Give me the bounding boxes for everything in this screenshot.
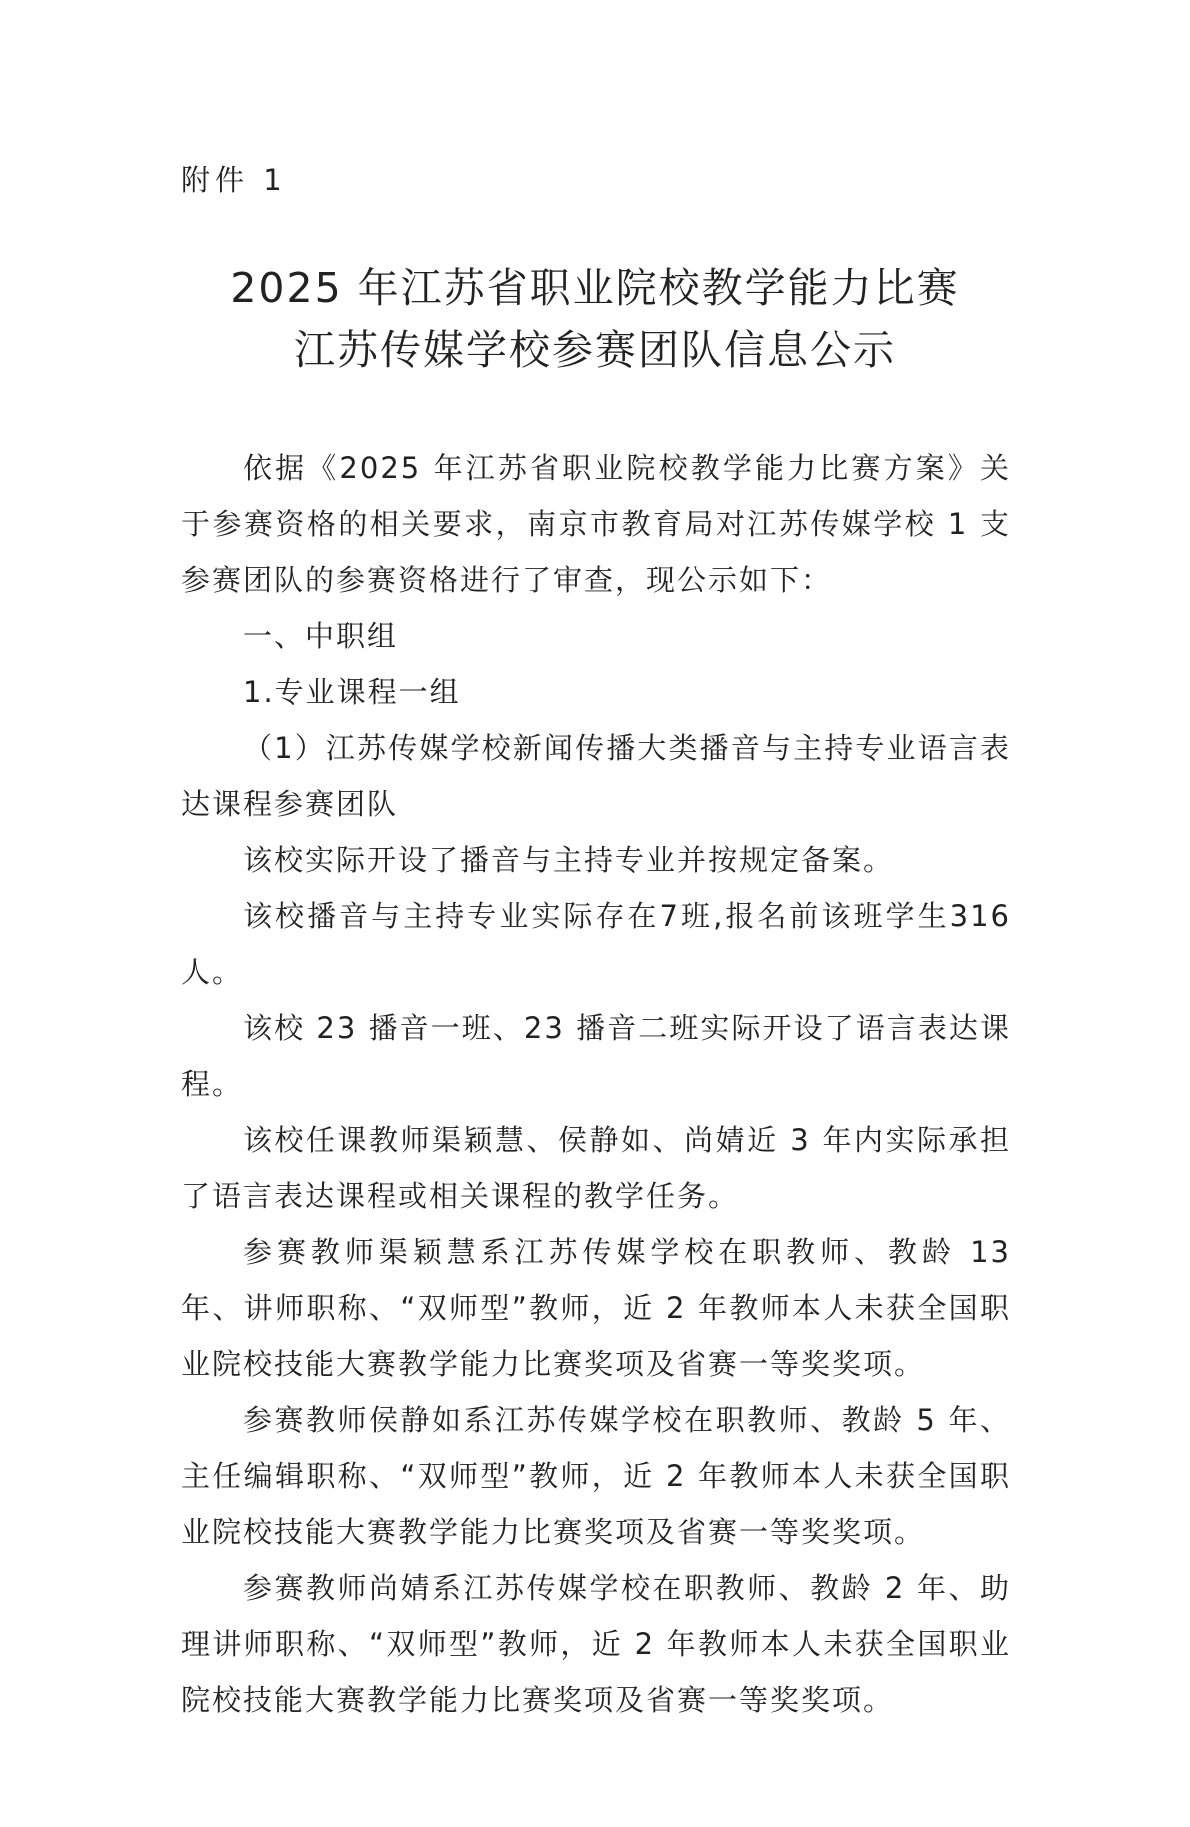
document-title-line-2: 江苏传媒学校参赛团队信息公示: [294, 326, 896, 374]
document-title-line-1: 2025 年江苏省职业院校教学能力比赛: [230, 264, 960, 312]
body-paragraph: 该校实际开设了播音与主持专业并按规定备案。: [243, 843, 895, 877]
teacher-paragraph: 参赛教师侯静如系江苏传媒学校在职教师、教龄 5 年、主任编辑职称、“双师型”教师，近 2 年教师本人未获全国职业院校技能大赛教学能力比赛奖项及省赛一等奖奖项。: [181, 1403, 1011, 1549]
intro-paragraph: 依据《2025 年江苏省职业院校教学能力比赛方案》关于参赛资格的相关要求，南京市教育局对江苏传媒学校 1 支参赛团队的参赛资格进行了审查，现公示如下：: [181, 451, 1011, 597]
teacher-paragraph: 参赛教师尚婧系江苏传媒学校在职教师、教龄 2 年、助理讲师职称、“双师型”教师，近 2 年教师本人未获全国职业院校技能大赛教学能力比赛奖项及省赛一等奖奖项。: [181, 1571, 1011, 1717]
section-heading: 一、中职组: [243, 619, 399, 653]
team-heading: （1）江苏传媒学校新闻传播大类播音与主持专业语言表达课程参赛团队: [181, 731, 1011, 821]
subsection-heading: 1.专业课程一组: [243, 675, 461, 709]
attachment-label: 附件 1: [181, 163, 287, 197]
teacher-paragraph: 参赛教师渠颖慧系江苏传媒学校在职教师、教龄 13 年、讲师职称、“双师型”教师，近 2 年教师本人未获全国职业院校技能大赛教学能力比赛奖项及省赛一等奖奖项。: [181, 1235, 1011, 1381]
body-paragraph: 该校任课教师渠颖慧、侯静如、尚婧近 3 年内实际承担了语言表达课程或相关课程的教学任务。: [181, 1123, 1011, 1213]
body-paragraph: 该校 23 播音一班、23 播音二班实际开设了语言表达课程。: [181, 1011, 1011, 1101]
document-body: [181, 440, 1011, 1728]
body-paragraph: 该校播音与主持专业实际存在7班,报名前该班学生316人。: [181, 899, 1011, 989]
